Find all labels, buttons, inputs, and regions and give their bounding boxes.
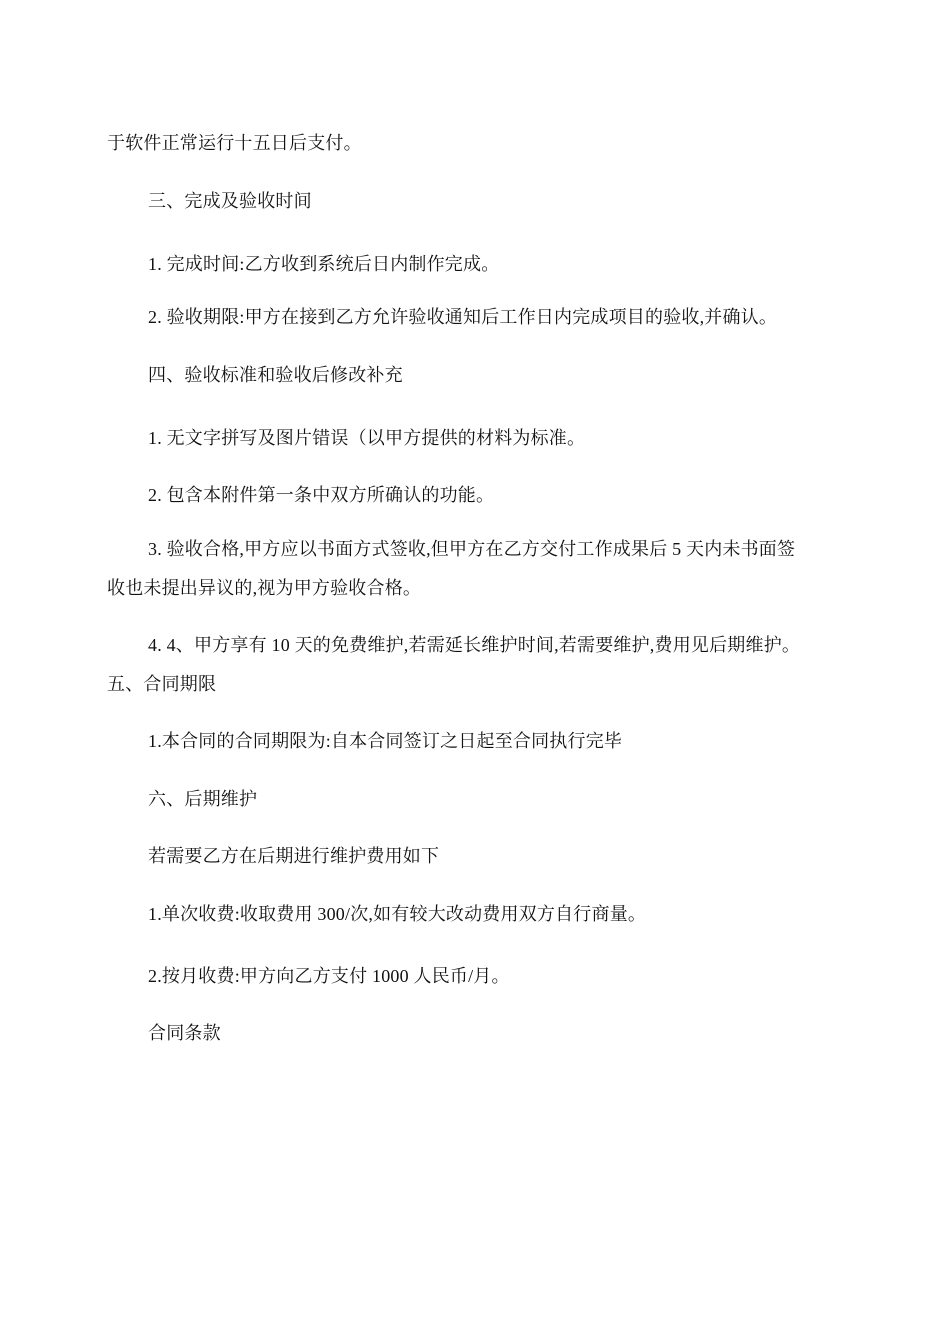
maintenance-intro: 若需要乙方在后期进行维护费用如下 [148, 846, 440, 866]
clause-4-2: 2. 包含本附件第一条中双方所确认的功能。 [148, 485, 495, 505]
heading-section-3: 三、完成及验收时间 [148, 191, 312, 211]
clause-4-1: 1. 无文字拼写及图片错误（以甲方提供的材料为标准。 [148, 428, 586, 448]
clause-6-1: 1.单次收费:收取费用 300/次,如有较大改动费用双方自行商量。 [148, 904, 647, 924]
clause-4-3-continued: 收也未提出异议的,视为甲方验收合格。 [107, 578, 422, 598]
heading-section-5: 五、合同期限 [107, 674, 217, 694]
clause-4-4: 4. 4、甲方享有 10 天的免费维护,若需延长维护时间,若需要维护,费用见后期维护。 [148, 635, 801, 655]
heading-section-6: 六、后期维护 [148, 789, 258, 809]
clause-5-1: 1.本合同的合同期限为:自本合同签订之日起至合同执行完毕 [148, 731, 623, 751]
clause-4-3: 3. 验收合格,甲方应以书面方式签收,但甲方在乙方交付工作成果后 5 天内未书面签 [148, 539, 796, 559]
paragraph-payment-terms-end: 于软件正常运行十五日后支付。 [107, 133, 362, 153]
clause-6-2: 2.按月收费:甲方向乙方支付 1000 人民币/月。 [148, 966, 510, 986]
clause-3-1: 1. 完成时间:乙方收到系统后日内制作完成。 [148, 254, 500, 274]
heading-section-4: 四、验收标准和验收后修改补充 [148, 365, 403, 385]
clause-3-2: 2. 验收期限:甲方在接到乙方允许验收通知后工作日内完成项目的验收,并确认。 [148, 307, 778, 327]
heading-contract-terms: 合同条款 [148, 1023, 221, 1043]
